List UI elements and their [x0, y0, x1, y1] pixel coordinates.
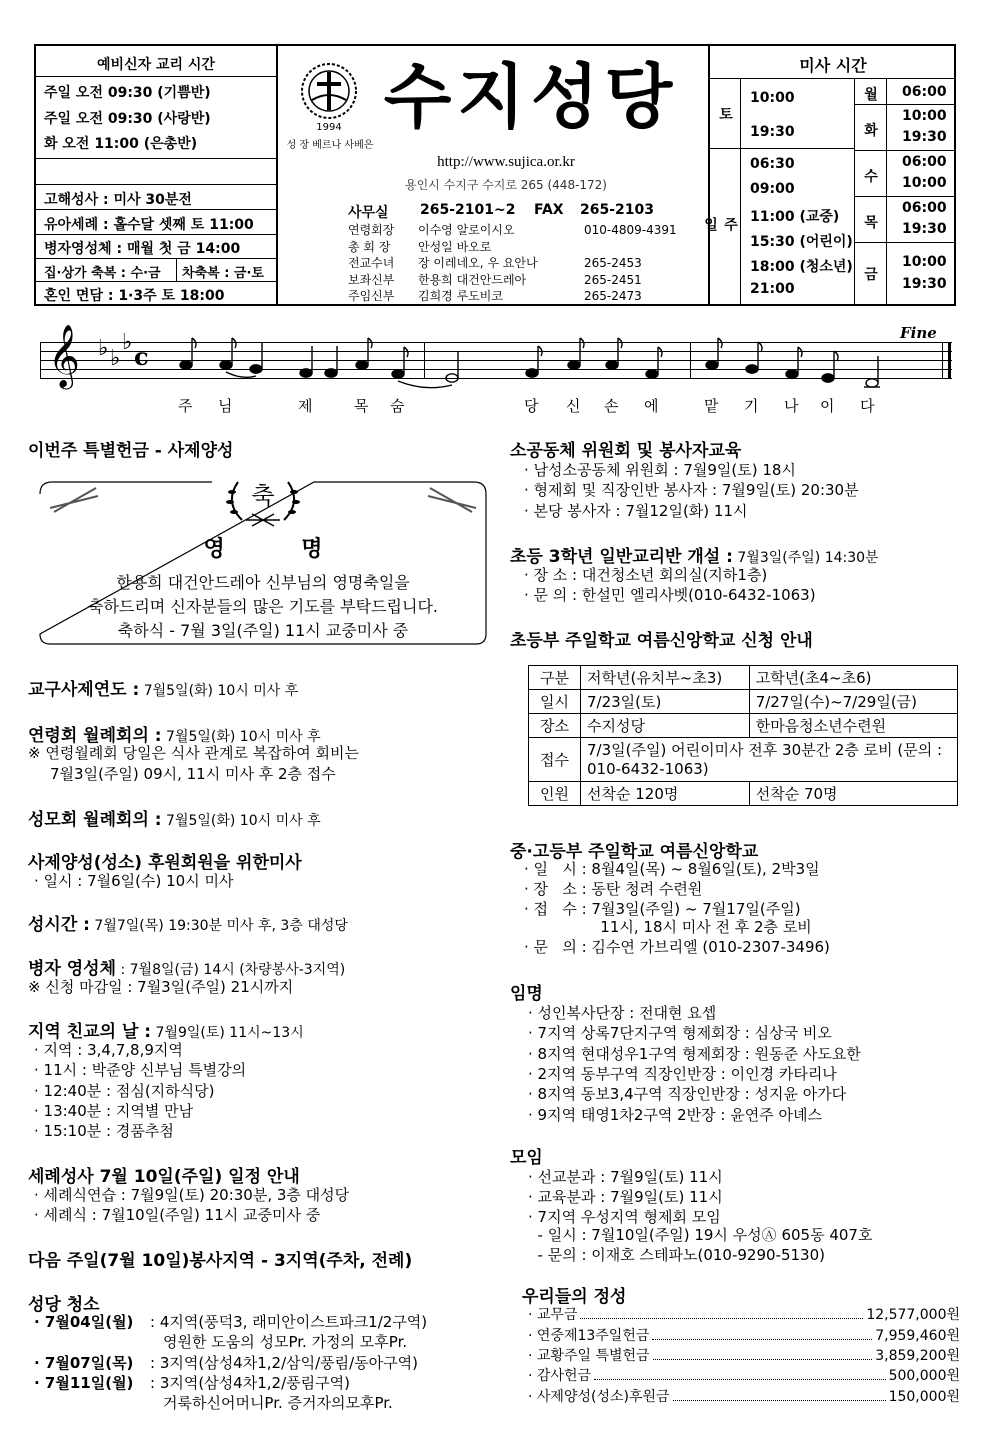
sick-communion-info: 병자영성체 : 매월 첫 금 14:00 — [44, 241, 241, 257]
baptism-line: · 세례식연습 : 7월9일(토) 20:30분, 3층 대성당 — [34, 1186, 350, 1204]
confession-info: 고해성사 : 미사 30분전 — [44, 192, 192, 208]
mass-time: 10:00 — [902, 175, 947, 191]
table-cell: 선착순 70명 — [749, 782, 957, 806]
baptism-line: · 세례식 : 7월10일(주일) 11시 교중미사 중 — [34, 1206, 321, 1224]
region-day-line: · 지역 : 3,4,7,8,9지역 — [34, 1041, 183, 1059]
funeral-note: 7월3일(주일) 09시, 11시 미사 후 2층 접수 — [50, 765, 336, 783]
appointment-line: · 7지역 상록7단지구역 형제회장 : 심상국 비오 — [528, 1024, 832, 1042]
divider — [886, 78, 887, 304]
lyric: 나 — [784, 397, 799, 415]
funeral-meeting-heading: 연령회 월례회의 : 7월5일(화) 10시 미사 후 — [28, 726, 321, 746]
lyrics — [0, 395, 992, 415]
day-tuesday: 화 — [864, 123, 878, 139]
cleaning-date: · 7월04일(월) — [34, 1313, 134, 1331]
cleaning-heading: 성당 청소 — [28, 1295, 100, 1315]
table-row — [529, 666, 958, 690]
divider — [36, 209, 276, 210]
flat-icon: ♭ — [98, 336, 109, 361]
office-phone: 265-2101~2 — [420, 202, 516, 218]
mass-time: 19:30 — [902, 129, 947, 145]
common-time-icon: c — [134, 342, 149, 371]
lyric: 제 — [298, 397, 313, 415]
table-cell: 7/27일(수)~7/29일(금) — [749, 690, 957, 714]
day-wednesday: 수 — [864, 169, 878, 185]
divider — [36, 258, 276, 259]
cleaning-text: : 3지역(삼성4차1,2/풍림구역) — [150, 1374, 350, 1392]
staff-row: 연령회장 이수영 알로이시오 010-4809-4391 — [348, 223, 677, 237]
mass-title: 미사 시간 — [799, 56, 867, 75]
bulletin-header — [34, 44, 956, 306]
divider — [708, 46, 710, 304]
divider — [710, 148, 855, 149]
staff-list — [348, 222, 677, 305]
appointment-line: · 9지역 태영1차2구역 2반장 : 윤연주 아녜스 — [528, 1106, 822, 1124]
mass-time: 10:00 — [902, 108, 947, 124]
divider — [710, 78, 956, 79]
mass-time: 09:00 — [750, 181, 795, 197]
lyric: 숨 — [390, 397, 405, 415]
region-day-heading: 지역 친교의 날 : 7월9일(토) 11시~13시 — [28, 1022, 304, 1042]
meeting-line: - 일시 : 7월10일(주일) 19시 우성Ⓐ 605동 407호 — [528, 1226, 873, 1244]
parish-url[interactable]: http://www.sujica.or.kr — [437, 154, 575, 170]
cleaning-text: : 3지역(삼성4차1,2/삼익/풍림/동아구역) — [150, 1354, 419, 1372]
staff-row: 보좌신부 한용희 대건안드레아 265-2451 — [348, 272, 642, 287]
lyric: 주 — [178, 397, 193, 415]
feast-badge: 축 — [251, 482, 275, 510]
table-row — [529, 690, 958, 714]
region-day-line: · 12:40분 : 점심(지하식당) — [34, 1082, 215, 1100]
table-cell: 한마음청소년수련원 — [749, 714, 957, 738]
table-cell: 7/23일(토) — [581, 690, 750, 714]
offering-title: 이번주 특별헌금 - 사제양성 — [28, 441, 234, 461]
fax-label: FAX — [534, 202, 564, 218]
parish-name: 수지성당 — [383, 56, 679, 138]
region-day-line: · 13:40분 : 지역별 만남 — [34, 1102, 194, 1120]
table-cell: 선착순 120명 — [581, 782, 750, 806]
fine-mark: Fine — [900, 324, 937, 342]
meeting-line: · 7지역 우성지역 형제회 모임 — [528, 1208, 721, 1226]
feast-line: 한용희 대건안드레아 신부님의 영명축일을 — [116, 573, 410, 592]
committee-line: · 형제회 및 직장인반 봉사자 : 7월9일(토) 20:30분 — [524, 481, 859, 499]
region-day-line: · 15:10분 : 경품추첨 — [34, 1122, 174, 1140]
cleaning-text: 영원한 도움의 성모Pr. 가정의 모후Pr. — [163, 1333, 408, 1351]
mass-time: 15:30 (어린이) — [750, 234, 853, 250]
seminary-mass-line: · 일시 : 7월6일(수) 10시 미사 — [34, 872, 234, 890]
summer-school-heading: 초등부 주일학교 여름신앙학교 신청 안내 — [510, 631, 813, 651]
car-blessing-info: 차축복 : 금·토 — [182, 266, 264, 281]
appointment-line: · 8지역 동보3,4구역 직장인반장 : 성지윤 아가다 — [528, 1085, 847, 1103]
staff-row: 주임신부 김희경 루도비코 265-2473 — [348, 289, 642, 303]
table-cell: 일시 — [529, 690, 581, 714]
catechism-row: 주일 오전 09:30 (사랑반) — [44, 111, 211, 127]
table-cell: 구분 — [529, 666, 581, 690]
mass-time: 10:00 — [750, 90, 795, 106]
meeting-heading: 모임 — [510, 1148, 543, 1168]
mass-time: 19:30 — [750, 124, 795, 140]
mass-time: 21:00 — [750, 281, 795, 297]
seminary-mass-heading: 사제양성(성소) 후원회원을 위한미사 — [28, 853, 302, 873]
day-friday: 금 — [864, 267, 878, 283]
divider — [176, 258, 177, 281]
divider — [36, 184, 276, 185]
meeting-line: - 문의 : 이재호 스테파노(010-9290-5130) — [528, 1246, 825, 1264]
mass-time: 06:00 — [902, 84, 947, 100]
marriage-info: 혼인 면담 : 1·3주 토 18:00 — [44, 288, 225, 304]
feast-title: 영 명 — [203, 537, 323, 562]
divider — [36, 234, 276, 235]
lyric: 기 — [744, 397, 759, 415]
divider — [855, 242, 956, 243]
table-cell: 수지성당 — [581, 714, 750, 738]
mass-time: 06:00 — [902, 200, 947, 216]
table-cell: 접수 — [529, 738, 581, 782]
logo-caption: 성 장 베르나 사베은 — [286, 140, 374, 151]
lyric: 맡 — [704, 397, 719, 415]
divider — [855, 196, 956, 197]
appointment-line: · 8지역 현대성우1구역 형제회장 : 원동준 사도요한 — [528, 1045, 861, 1063]
grade3-heading: 초등 3학년 일반교리반 개설 : 7월3일(주일) 14:30분 — [510, 547, 879, 567]
region-day-line: · 11시 : 박준양 신부님 특별강의 — [34, 1061, 247, 1079]
staff-row: 전교수녀 장 이레네오, 우 요안나 265-2453 — [348, 256, 642, 270]
divider — [740, 78, 741, 304]
mass-time: 11:00 (교중) — [750, 209, 840, 225]
cleaning-date: · 7월11일(월) — [34, 1374, 134, 1392]
table-cell: 7/3일(주일) 어린이미사 전후 30분간 2층 로비 (문의 : 010-6432-1063) — [581, 738, 958, 782]
lyric: 신 — [566, 397, 581, 415]
treble-clef-icon: 𝄞 — [48, 324, 80, 387]
donation-row: · 연중제13주일헌금 7,959,460원 — [528, 1328, 960, 1344]
donations-heading: 우리들의 정성 — [522, 1287, 627, 1307]
office-label: 사무실 — [348, 205, 389, 221]
parish-address: 용인시 수지구 수지로 265 (448-172) — [405, 178, 607, 192]
catechism-row: 화 오전 11:00 (은총반) — [44, 136, 198, 152]
holy-hour-heading: 성시간 : 7월7일(목) 19:30분 미사 후, 3층 대성당 — [28, 915, 348, 935]
divider — [36, 281, 276, 282]
mass-time: 06:00 — [902, 154, 947, 170]
mass-time: 18:00 (청소년) — [750, 259, 853, 275]
divider — [854, 78, 855, 304]
grade3-line: · 문 의 : 한설민 엘리사벳(010-6432-1063) — [524, 586, 816, 604]
day-thursday: 목 — [864, 215, 878, 231]
middle-school-line: · 일 시 : 8월4일(목) ~ 8월6일(토), 2박3일 — [524, 860, 820, 878]
summer-school-table — [528, 665, 958, 806]
mother-meeting-heading: 성모회 월례회의 : 7월5일(화) 10시 미사 후 — [28, 810, 321, 830]
parish-logo — [298, 60, 360, 122]
table-cell: 고학년(초4~초6) — [749, 666, 957, 690]
divider — [36, 158, 276, 159]
mass-time: 06:30 — [750, 156, 795, 172]
middle-school-heading: 중·고등부 주일학교 여름신앙학교 — [510, 842, 759, 862]
divider — [855, 150, 956, 151]
table-cell: 저학년(유치부~초3) — [581, 666, 750, 690]
priests-day-heading: 교구사제연도 : 7월5일(화) 10시 미사 후 — [28, 680, 299, 700]
grade3-line: · 장 소 : 대건청소년 회의실(지하1층) — [524, 566, 768, 584]
middle-school-line: · 장 소 : 동탄 청려 수련원 — [524, 880, 703, 898]
day-sunday: 주일 — [702, 217, 738, 245]
cleaning-text: 거룩하신어머니Pr. 증거자의모후Pr. — [163, 1394, 393, 1412]
lyric: 손 — [604, 397, 619, 415]
melody-notes — [0, 320, 992, 400]
table-cell: 장소 — [529, 714, 581, 738]
divider — [855, 104, 956, 105]
appointment-line: · 2지역 동부구역 직장인반장 : 이인경 카타리나 — [528, 1065, 837, 1083]
middle-school-line: · 접 수 : 7월3일(주일) ~ 7월17일(주일) — [524, 900, 801, 918]
meeting-line: · 선교분과 : 7월9일(토) 11시 — [528, 1168, 723, 1186]
lyric: 다 — [860, 397, 875, 415]
cleaning-date: · 7월07일(목) — [34, 1354, 134, 1372]
donation-row: · 교황주일 특별헌금 3,859,200원 — [528, 1348, 960, 1364]
lyric: 님 — [218, 397, 233, 415]
lyric: 에 — [644, 397, 659, 415]
mass-time: 19:30 — [902, 276, 947, 292]
flat-icon: ♭ — [110, 346, 121, 371]
appointment-heading: 임명 — [510, 984, 543, 1004]
sick-communion-note: ※ 신청 마감일 : 7월3일(주일) 21시까지 — [28, 978, 294, 996]
feast-card — [36, 472, 490, 650]
middle-school-line: 11시, 18시 미사 전 후 2층 로비 — [524, 918, 812, 936]
mass-time: 10:00 — [902, 254, 947, 270]
staff-row: 총 회 장 안성일 바오로 — [348, 239, 492, 254]
table-row — [529, 782, 958, 806]
cross-logo-icon — [298, 60, 360, 122]
feast-line: 축하드리며 신자분들의 많은 기도를 부탁드립니다. — [87, 597, 438, 616]
feast-line: 축하식 - 7월 3일(주일) 11시 교중미사 중 — [117, 621, 409, 640]
committee-line: · 본당 봉사자 : 7월12일(화) 11시 — [524, 502, 748, 520]
donation-row: · 교무금 12,577,000원 — [528, 1307, 960, 1323]
donation-row: · 감사헌금 500,000원 — [528, 1368, 960, 1384]
table-row — [529, 738, 958, 782]
lyric: 목 — [354, 397, 369, 415]
meeting-line: · 교육분과 : 7월9일(토) 11시 — [528, 1188, 723, 1206]
mass-time: 19:30 — [902, 221, 947, 237]
donation-row: · 사제양성(성소)후원금 150,000원 — [528, 1389, 960, 1405]
baptism-heading: 세례성사 7월 10일(주일) 일정 안내 — [28, 1167, 300, 1187]
catechism-row: 주일 오전 09:30 (기쁨반) — [44, 85, 211, 101]
divider — [36, 76, 276, 77]
middle-school-line: · 문 의 : 김수연 가브리엘 (010-2307-3496) — [524, 938, 830, 956]
catechism-title: 예비신자 교리 시간 — [97, 57, 215, 73]
table-row — [529, 714, 958, 738]
day-saturday: 토 — [719, 107, 733, 123]
funeral-note: ※ 연령월례회 당일은 식사 관계로 복잡하여 회비는 — [28, 744, 359, 762]
divider — [276, 46, 278, 304]
cleaning-text: : 4지역(풍덕3, 래미안이스트파크1/2구역) — [150, 1313, 428, 1331]
home-blessing-info: 집·상가 축복 : 수·금 — [44, 266, 161, 281]
committee-line: · 남성소공동체 위원회 : 7월9일(토) 18시 — [524, 461, 796, 479]
sick-communion-heading: 병자 영성체 : 7월8일(금) 14시 (차량봉사-3지역) — [28, 959, 346, 979]
committee-heading: 소공동체 위원회 및 봉사자교육 — [510, 441, 742, 461]
lyric: 이 — [820, 397, 835, 415]
logo-year: 1994 — [316, 122, 342, 133]
fax-number: 265-2103 — [580, 202, 654, 218]
flat-icon: ♭ — [122, 330, 133, 355]
baptism-info: 유아세례 : 홀수달 셋째 토 11:00 — [44, 217, 254, 233]
day-monday: 월 — [864, 87, 878, 103]
appointment-line: · 성인복사단장 : 전대현 요셉 — [528, 1004, 717, 1022]
table-cell: 인원 — [529, 782, 581, 806]
next-service-heading: 다음 주일(7월 10일)봉사지역 - 3지역(주차, 전례) — [28, 1251, 413, 1271]
lyric: 당 — [524, 397, 539, 415]
